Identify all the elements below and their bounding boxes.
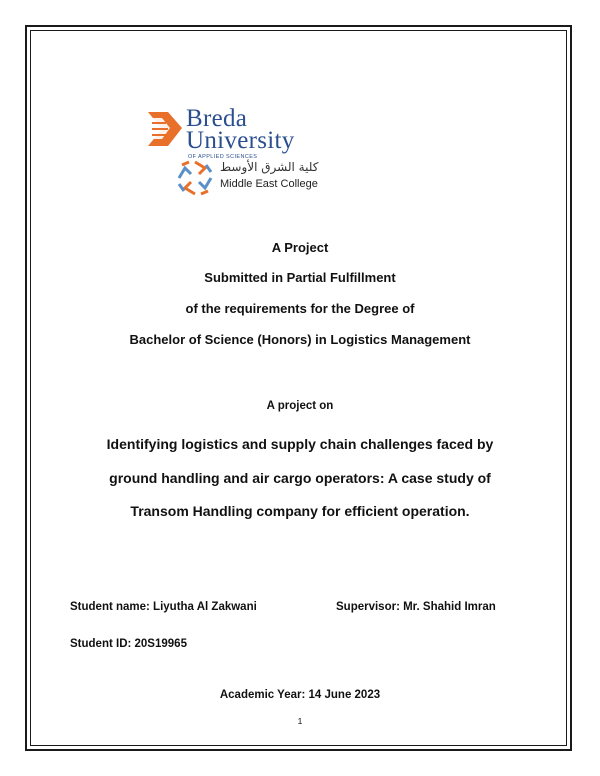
heading-line-1: A Project [271,240,329,255]
supervisor-name: Supervisor: Mr. Shahid Imran [336,601,496,613]
student-name: Student name: Liyutha Al Zakwani [70,601,257,613]
breda-name-line1: Breda [186,105,248,132]
student-id: Student ID: 20S19965 [70,638,187,650]
logo-block [146,104,376,199]
heading-line-2: Submitted in Partial Fulfillment [204,270,396,285]
project-title-line-2: ground handling and air cargo operators: A case study of [109,470,491,486]
breda-name-line2: University [186,127,295,154]
mec-arabic-name: كلية الشرق الأوسط [220,160,319,174]
heading-line-3: of the requirements for the Degree of [185,301,415,316]
middle-east-college-logo-icon [175,158,215,198]
academic-year: Academic Year: 14 June 2023 [219,689,381,701]
project-title-line-1: Identifying logistics and supply chain challenges faced by [106,436,494,452]
page-number: 1 [297,716,303,726]
heading-line-4: Bachelor of Science (Honors) in Logistics Management [129,332,471,347]
breda-logo-icon [146,108,184,150]
project-title-line-3: Transom Handling company for efficient operation. [130,503,470,519]
breda-subtitle: OF APPLIED SCIENCES [188,154,258,160]
mec-english-name: Middle East College [220,178,318,190]
project-intro: A project on [266,400,334,412]
